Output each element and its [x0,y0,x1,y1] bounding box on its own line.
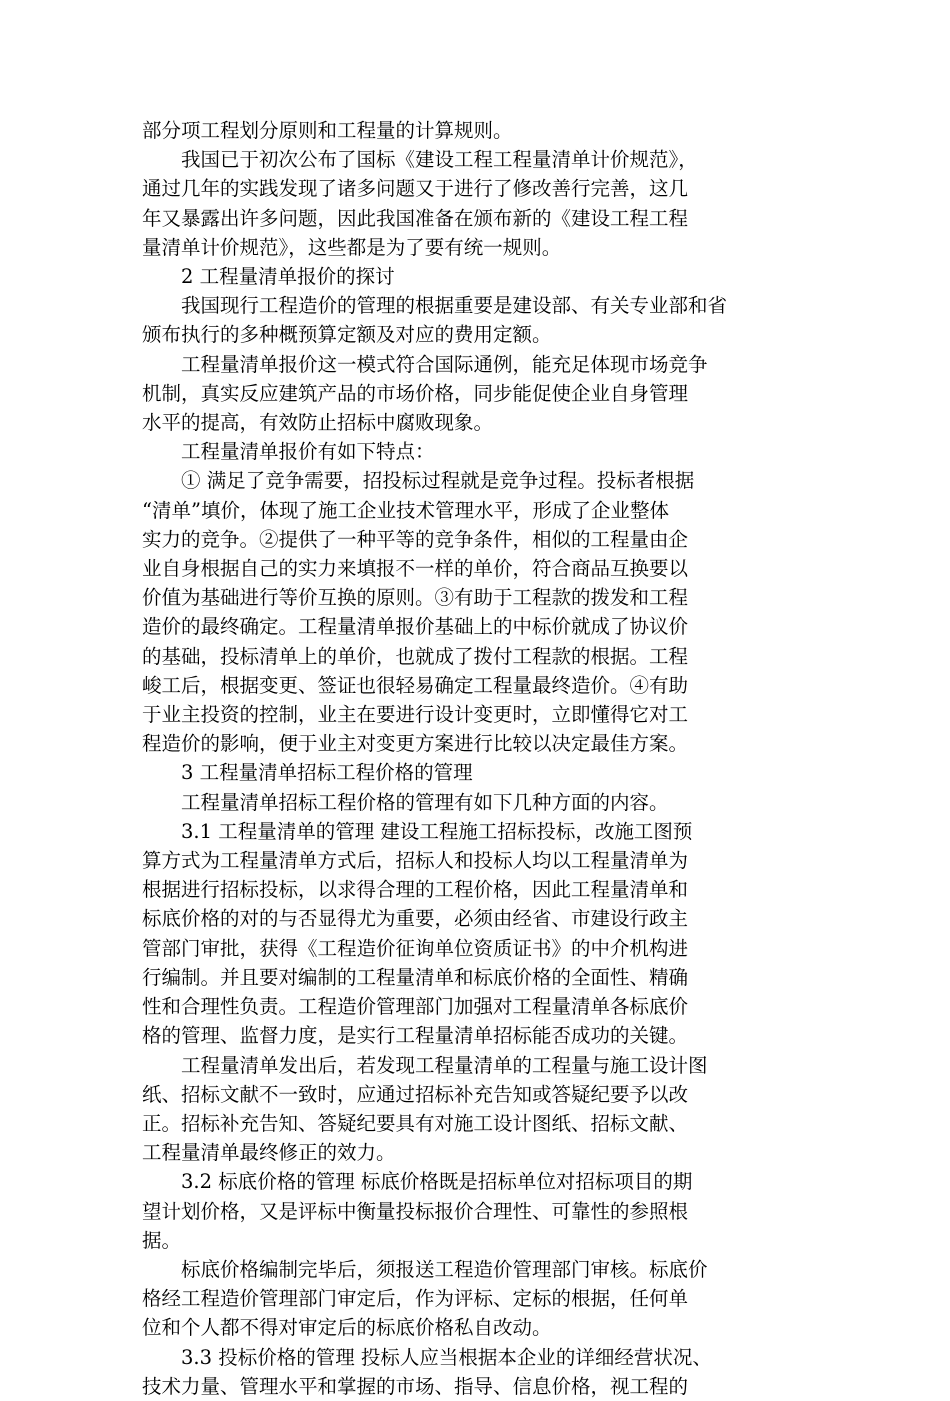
paragraph [142,262,782,291]
paragraph [142,788,782,817]
text-line: 工程量清单招标工程价格的管理有如下几种方面的内容。 [181,790,669,814]
text-line: 工程量清单发出后，若发现工程量清单的工程量与施工设计图 [181,1053,708,1077]
text-line: 标底价格的对的与否显得尤为重要，必须由经省、市建设行政主 [142,907,689,931]
paragraph [142,145,782,262]
text-line: 技术力量、管理水平和掌握的市场、指导、信息价格，视工程的 [142,1374,689,1398]
text-line: 2 工程量清单报价的探讨 [181,265,395,289]
paragraph [142,466,782,758]
text-line: 3.3 投标价格的管理 投标人应当根据本企业的详细经营状况、 [181,1345,712,1369]
text-line: 机制，真实反应建筑产品的市场价格，同步能促使企业自身管理 [142,381,689,405]
text-line: 据。 [142,1228,182,1252]
text-line: 3 工程量清单招标工程价格的管理 [181,761,473,785]
text-line: 通过几年的实践发现了诸多问题又于进行了修改善行完善，这几 [142,177,689,201]
text-line: 我国已于初次公布了国标《建设工程工程量清单计价规范》， [181,148,698,172]
text-line: 业自身根据自己的实力来填报不一样的单价，符合商品互换要以 [142,557,689,581]
text-line: 格的管理、监督力度，是实行工程量清单招标能否成功的关键。 [142,1024,689,1048]
text-line: 3.2 标底价格的管理 标底价格既是招标单位对招标项目的期 [181,1170,693,1194]
text-line: 位和个人都不得对审定后的标底价格私自改动。 [142,1316,552,1340]
paragraph [142,1255,782,1343]
text-line: 工程量清单报价这一模式符合国际通例，能充足体现市场竞争 [181,352,708,376]
paragraph [142,1051,782,1168]
text-line: 正。招标补充告知、答疑纪要具有对施工设计图纸、招标文献、 [142,1111,689,1135]
text-line: “清单”填价，体现了施工企业技术管理水平，形成了企业整体 [142,498,669,522]
text-line: 部分项工程划分原则和工程量的计算规则。 [142,119,513,142]
text-line: 峻工后，根据变更、签证也很轻易确定工程量最终造价。④有助 [142,673,689,697]
text-line: 我国现行工程造价的管理的根据重要是建设部、有关专业部和省 [181,294,728,318]
paragraph [142,437,782,466]
text-line: 实力的竞争。②提供了一种平等的竞争条件，相似的工程量由企 [142,527,689,551]
paragraph [142,1343,782,1401]
paragraph [142,1167,782,1255]
text-line: 纸、招标文献不一致时，应通过招标补充告知或答疑纪要予以改 [142,1082,689,1106]
paragraph [142,291,782,349]
text-line: 造价的最终确定。工程量清单报价基础上的中标价就成了协议价 [142,615,689,639]
text-line: 颁布执行的多种概预算定额及对应的费用定额。 [142,323,552,347]
paragraph [142,758,782,787]
text-line: 望计划价格，又是评标中衡量投标报价合理性、可靠性的参照根 [142,1199,689,1223]
text-line: 于业主投资的控制，业主在要进行设计变更时，立即懂得它对工 [142,703,689,727]
text-line: 算方式为工程量清单方式后，招标人和投标人均以工程量清单为 [142,849,689,873]
text-line: 价值为基础进行等价互换的原则。③有助于工程款的拨发和工程 [142,586,689,610]
text-line: 工程量清单最终修正的效力。 [142,1141,396,1165]
text-line: 根据进行招标投标，以求得合理的工程价格，因此工程量清单和 [142,878,689,902]
text-line: 格经工程造价管理部门审定后，作为评标、定标的根据，任何单 [142,1287,689,1311]
text-line: 年又暴露出许多问题，因此我国准备在颁布新的《建设工程工程 [142,206,689,230]
text-line: 管部门审批，获得《工程造价征询单位资质证书》的中介机构进 [142,936,689,960]
text-line: 性和合理性负责。工程造价管理部门加强对工程量清单各标底价 [142,995,689,1019]
text-line: 3.1 工程量清单的管理 建设工程施工招标投标，改施工图预 [181,819,693,843]
text-line: ① 满足了竞争需要，招投标过程就是竞争过程。投标者根据 [181,469,695,493]
paragraph [142,116,782,145]
document-body [142,116,782,1401]
text-line: 工程量清单报价有如下特点： [181,440,435,464]
text-line: 标底价格编制完毕后，须报送工程造价管理部门审核。标底价 [181,1257,708,1281]
paragraph [142,817,782,1051]
text-line: 的基础，投标清单上的单价，也就成了拨付工程款的根据。工程 [142,644,689,668]
text-line: 行编制。并且要对编制的工程量清单和标底价格的全面性、精确 [142,965,689,989]
text-line: 水平的提高，有效防止招标中腐败现象。 [142,411,494,435]
paragraph [142,350,782,438]
text-line: 量清单计价规范》，这些都是为了要有统一规则。 [142,235,562,259]
text-line: 程造价的影响，便于业主对变更方案进行比较以决定最佳方案。 [142,732,689,756]
